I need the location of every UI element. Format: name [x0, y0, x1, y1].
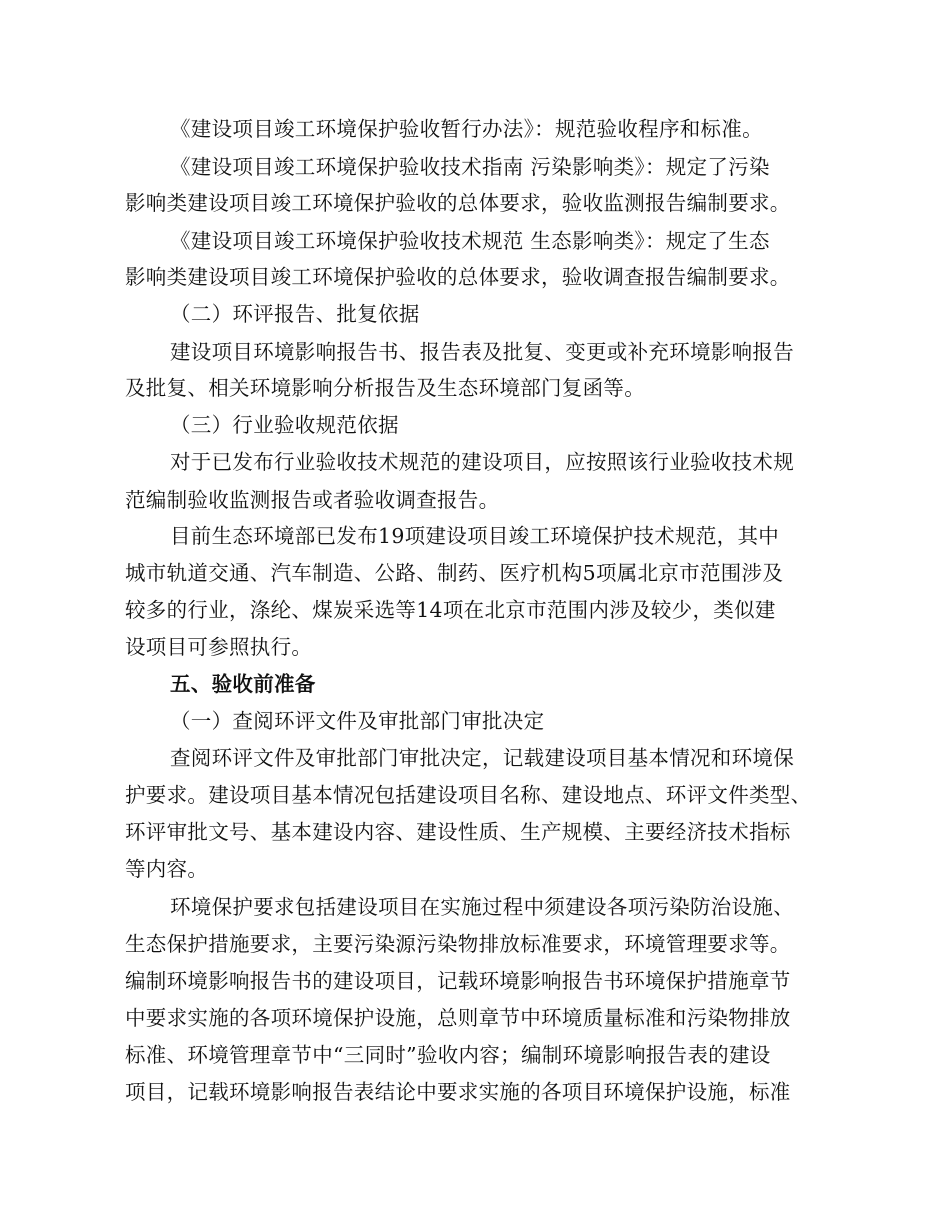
paragraph-line: 查阅环评文件及审批部门审批决定，记载建设项目基本情况和环境保 — [170, 746, 794, 770]
paragraph-line: 影响类建设项目竣工环境保护验收的总体要求，验收调查报告编制要求。 — [125, 265, 791, 289]
paragraph-line: 较多的行业，涤纶、煤炭采选等14项在北京市范围内涉及较少，类似建 — [125, 598, 776, 622]
paragraph-line: 环评审批文号、基本建设内容、建设性质、生产规模、主要经济技术指标 — [125, 820, 791, 844]
paragraph-line: 城市轨道交通、汽车制造、公路、制药、医疗机构5项属北京市范围涉及 — [125, 561, 784, 585]
paragraph-line: 对于已发布行业验收技术规范的建设项目，应按照该行业验收技术规 — [170, 450, 794, 474]
paragraph-line: 护要求。建设项目基本情况包括建设项目名称、建设地点、环评文件类型、 — [125, 783, 812, 807]
paragraph-line: 中要求实施的各项环境保护设施，总则章节中环境质量标准和污染物排放 — [125, 1006, 791, 1030]
paragraph-line: 设项目可参照执行。 — [125, 635, 313, 659]
paragraph-line: 影响类建设项目竣工环境保护验收的总体要求，验收监测报告编制要求。 — [125, 191, 791, 215]
paragraph-line: 标准、环境管理章节中“三同时”验收内容；编制环境影响报告表的建设 — [125, 1043, 771, 1067]
section-subheading: （三）行业验收规范依据 — [170, 413, 399, 437]
paragraph-line: 建设项目环境影响报告书、报告表及批复、变更或补充环境影响报告 — [170, 340, 794, 364]
paragraph-line: 《建设项目竣工环境保护验收技术规范 生态影响类》：规定了生态 — [170, 229, 770, 253]
section-subheading: （二）环评报告、批复依据 — [170, 302, 420, 326]
paragraph-line: 项目，记载环境影响报告表结论中要求实施的各项目环境保护设施，标准 — [125, 1080, 791, 1104]
paragraph-line: 《建设项目竣工环境保护验收暂行办法》：规范验收程序和标准。 — [170, 117, 763, 141]
paragraph-line: 环境保护要求包括建设项目在实施过程中须建设各项污染防治设施、 — [170, 895, 794, 919]
section-heading: 五、验收前准备 — [170, 672, 316, 696]
paragraph-line: 目前生态环境部已发布19项建设项目竣工环境保护技术规范，其中 — [170, 524, 780, 548]
paragraph-line: 《建设项目竣工环境保护验收技术指南 污染影响类》：规定了污染 — [170, 155, 770, 179]
paragraph-line: 范编制验收监测报告或者验收调查报告。 — [125, 488, 500, 512]
paragraph-line: 等内容。 — [125, 857, 209, 881]
section-subheading: （一）查阅环评文件及审批部门审批决定 — [170, 709, 545, 733]
paragraph-line: 生态保护措施要求，主要污染源污染物排放标准要求，环境管理要求等。 — [125, 932, 791, 956]
paragraph-line: 及批复、相关环境影响分析报告及生态环境部门复函等。 — [125, 376, 645, 400]
paragraph-line: 编制环境影响报告书的建设项目，记载环境影响报告书环境保护措施章节 — [125, 969, 791, 993]
